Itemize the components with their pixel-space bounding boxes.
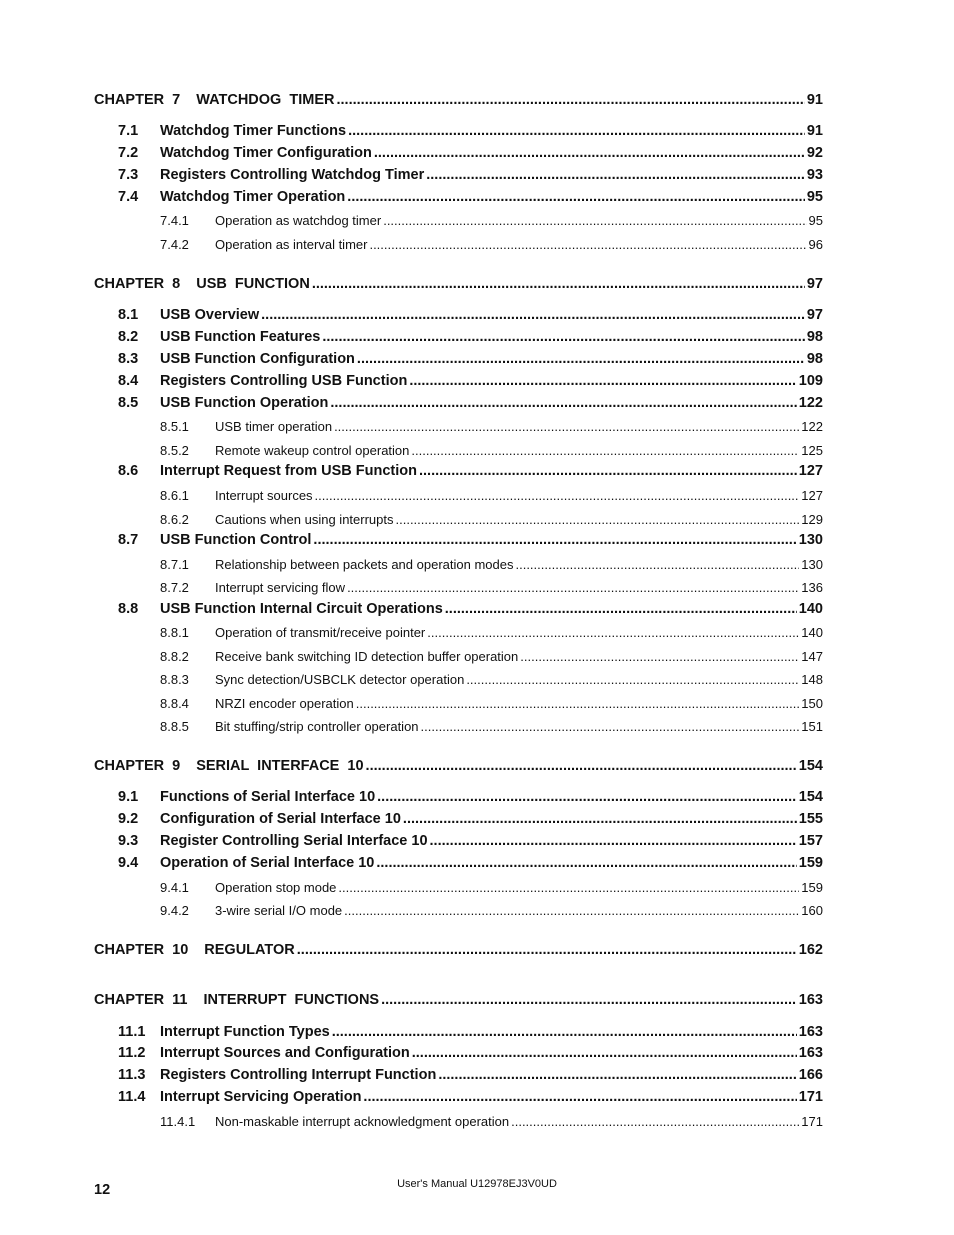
toc-entry-page: 97 — [806, 276, 823, 292]
toc-leader-dots — [313, 532, 796, 548]
toc-leader-dots — [419, 463, 797, 479]
toc-entry-number: 8.8.4 — [160, 696, 189, 711]
toc-sub-entry[interactable] — [0, 672, 954, 692]
toc-sub-entry[interactable] — [0, 696, 954, 716]
toc-entry-number: CHAPTER 9 — [94, 758, 181, 774]
toc-sub-entry[interactable] — [0, 719, 954, 739]
toc-section-entry[interactable] — [0, 329, 954, 349]
toc-entry-page: 96 — [808, 237, 823, 252]
toc-entry-title: USB timer operation — [215, 419, 333, 434]
toc-section-entry[interactable] — [0, 811, 954, 831]
toc-entry-page: 163 — [798, 992, 823, 1008]
toc-entry-page: 95 — [808, 213, 823, 228]
toc-leader-dots — [520, 649, 799, 664]
toc-entry-page: 151 — [801, 719, 823, 734]
toc-entry-page: 159 — [801, 880, 823, 895]
toc-entry-page: 130 — [801, 557, 823, 572]
toc-entry-number: 9.3 — [118, 833, 139, 849]
toc-entry-title: Sync detection/USBCLK detector operation — [215, 672, 465, 687]
toc-entry-number: 9.4.2 — [160, 903, 189, 918]
toc-entry-title: REGULATOR — [204, 942, 295, 958]
toc-entry-title: USB Function Features — [160, 329, 321, 345]
toc-entry-page: 125 — [801, 443, 823, 458]
toc-entry-title: Operation as interval timer — [215, 237, 368, 252]
toc-sub-entry[interactable] — [0, 557, 954, 577]
toc-sub-entry[interactable] — [0, 880, 954, 900]
toc-leader-dots — [383, 213, 806, 228]
toc-leader-dots — [347, 189, 805, 205]
toc-leader-dots — [315, 488, 800, 503]
toc-sub-entry[interactable] — [0, 488, 954, 508]
toc-entry-number: 11.1 — [118, 1024, 146, 1040]
toc-entry-number: 8.5.2 — [160, 443, 189, 458]
toc-sub-entry[interactable] — [0, 580, 954, 600]
toc-leader-dots — [357, 351, 805, 367]
toc-entry-title: Register Controlling Serial Interface 10 — [160, 833, 428, 849]
toc-entry-number: 8.3 — [118, 351, 139, 367]
toc-entry-title: WATCHDOG TIMER — [196, 92, 335, 108]
toc-entry-page: 148 — [801, 672, 823, 687]
toc-entry-page: 98 — [806, 351, 823, 367]
toc-leader-dots — [409, 373, 796, 389]
toc-leader-dots — [347, 580, 799, 595]
toc-entry-number: 8.8.2 — [160, 649, 189, 664]
toc-entry-title: Watchdog Timer Operation — [160, 189, 346, 205]
toc-section-entry[interactable] — [0, 789, 954, 809]
toc-entry-page: 166 — [798, 1067, 823, 1083]
toc-entry-title: USB Overview — [160, 307, 260, 323]
toc-entry-page: 160 — [801, 903, 823, 918]
toc-leader-dots — [348, 123, 805, 139]
toc-section-entry[interactable] — [0, 395, 954, 415]
toc-entry-title: Interrupt servicing flow — [215, 580, 346, 595]
toc-section-entry[interactable] — [0, 833, 954, 853]
toc-leader-dots — [403, 811, 797, 827]
toc-leader-dots — [297, 942, 797, 958]
toc-entry-page: 154 — [798, 758, 823, 774]
toc-entry-title: Operation of transmit/receive pointer — [215, 625, 426, 640]
toc-entry-title: INTERRUPT FUNCTIONS — [203, 992, 380, 1008]
toc-entry-page: 95 — [806, 189, 823, 205]
page-number: 12 — [94, 1182, 111, 1198]
toc-leader-dots — [377, 789, 797, 805]
toc-entry-title: Registers Controlling Watchdog Timer — [160, 167, 425, 183]
toc-entry-number: 8.6.2 — [160, 512, 189, 527]
toc-entry-number: CHAPTER 11 — [94, 992, 188, 1008]
toc-entry-page: 159 — [798, 855, 823, 871]
toc-entry-page: 140 — [801, 625, 823, 640]
toc-sub-entry[interactable] — [0, 625, 954, 645]
toc-entry-number: 8.5 — [118, 395, 139, 411]
toc-leader-dots — [396, 512, 800, 527]
toc-entry-title: Remote wakeup control operation — [215, 443, 410, 458]
toc-section-entry[interactable] — [0, 1067, 954, 1087]
toc-entry-page: 129 — [801, 512, 823, 527]
toc-leader-dots — [366, 758, 797, 774]
toc-section-entry[interactable] — [0, 145, 954, 165]
toc-entry-number: 7.4.2 — [160, 237, 189, 252]
toc-entry-title: Operation of Serial Interface 10 — [160, 855, 375, 871]
toc-leader-dots — [312, 276, 805, 292]
toc-section-entry[interactable] — [0, 167, 954, 187]
toc-entry-page: 171 — [801, 1114, 823, 1129]
toc-entry-number: 7.4.1 — [160, 213, 189, 228]
toc-entry-number: 7.4 — [118, 189, 139, 205]
toc-section-entry[interactable] — [0, 351, 954, 371]
toc-entry-title: USB Function Internal Circuit Operations — [160, 601, 443, 617]
toc-entry-number: 8.6 — [118, 463, 139, 479]
toc-chapter-entry[interactable] — [0, 942, 954, 962]
toc-entry-page: 92 — [806, 145, 823, 161]
toc-leader-dots — [344, 903, 799, 918]
toc-sub-entry[interactable] — [0, 213, 954, 233]
toc-section-entry[interactable] — [0, 307, 954, 327]
toc-entry-number: 8.8.1 — [160, 625, 189, 640]
toc-entry-page: 122 — [801, 419, 823, 434]
toc-entry-page: 109 — [798, 373, 823, 389]
toc-section-entry[interactable] — [0, 532, 954, 552]
toc-entry-number: 9.1 — [118, 789, 139, 805]
toc-entry-title: USB FUNCTION — [196, 276, 310, 292]
toc-entry-title: 3-wire serial I/O mode — [215, 903, 343, 918]
toc-entry-page: 154 — [798, 789, 823, 805]
toc-entry-title: Functions of Serial Interface 10 — [160, 789, 376, 805]
toc-chapter-entry[interactable] — [0, 758, 954, 778]
toc-entry-number: 8.7 — [118, 532, 139, 548]
toc-entry-title: Non-maskable interrupt acknowledgment operation — [215, 1114, 510, 1129]
toc-sub-entry[interactable] — [0, 443, 954, 463]
toc-leader-dots — [330, 395, 796, 411]
toc-leader-dots — [338, 880, 799, 895]
toc-entry-page: 140 — [798, 601, 823, 617]
toc-entry-number: 8.5.1 — [160, 419, 189, 434]
toc-sub-entry[interactable] — [0, 237, 954, 257]
toc-entry-number: 8.2 — [118, 329, 139, 345]
toc-entry-page: 163 — [798, 1024, 823, 1040]
toc-entry-number: 9.2 — [118, 811, 139, 827]
toc-leader-dots — [363, 1089, 796, 1105]
toc-sub-entry[interactable] — [0, 419, 954, 439]
footer-manual-id: User's Manual U12978EJ3V0UD — [397, 1178, 557, 1190]
toc-leader-dots — [466, 672, 799, 687]
toc-entry-title: Operation as watchdog timer — [215, 213, 382, 228]
toc-entry-title: Interrupt Request from USB Function — [160, 463, 417, 479]
toc-sub-entry[interactable] — [0, 512, 954, 532]
toc-entry-title: Watchdog Timer Functions — [160, 123, 347, 139]
toc-leader-dots — [261, 307, 805, 323]
toc-entry-title: Cautions when using interrupts — [215, 512, 394, 527]
toc-section-entry[interactable] — [0, 373, 954, 393]
toc-entry-title: Interrupt Servicing Operation — [160, 1089, 362, 1105]
toc-entry-title: SERIAL INTERFACE 10 — [196, 758, 364, 774]
toc-leader-dots — [426, 167, 805, 183]
toc-sub-entry[interactable] — [0, 649, 954, 669]
toc-chapter-entry[interactable] — [0, 276, 954, 296]
toc-leader-dots — [381, 992, 797, 1008]
toc-leader-dots — [427, 625, 799, 640]
toc-entry-number: 7.2 — [118, 145, 139, 161]
toc-entry-title: Receive bank switching ID detection buffer operation — [215, 649, 519, 664]
toc-chapter-entry[interactable] — [0, 992, 954, 1012]
toc-entry-number: 8.8.3 — [160, 672, 189, 687]
toc-entry-page: 150 — [801, 696, 823, 711]
toc-entry-page: 171 — [798, 1089, 823, 1105]
toc-entry-title: Watchdog Timer Configuration — [160, 145, 372, 161]
toc-leader-dots — [412, 1045, 797, 1061]
toc-entry-number: 8.8 — [118, 601, 139, 617]
toc-entry-page: 163 — [798, 1045, 823, 1061]
toc-section-entry[interactable] — [0, 189, 954, 209]
toc-leader-dots — [430, 833, 797, 849]
toc-entry-number: 11.2 — [118, 1045, 146, 1061]
toc-entry-number: 8.6.1 — [160, 488, 189, 503]
toc-sub-entry[interactable] — [0, 1114, 954, 1134]
toc-entry-number: 7.1 — [118, 123, 139, 139]
toc-entry-page: 155 — [798, 811, 823, 827]
toc-entry-title: Configuration of Serial Interface 10 — [160, 811, 401, 827]
toc-entry-number: 9.4.1 — [160, 880, 189, 895]
toc-entry-page: 157 — [798, 833, 823, 849]
toc-entry-title: Interrupt Sources and Configuration — [160, 1045, 410, 1061]
toc-entry-page: 136 — [801, 580, 823, 595]
toc-entry-title: Registers Controlling USB Function — [160, 373, 408, 389]
toc-entry-page: 130 — [798, 532, 823, 548]
toc-section-entry[interactable] — [0, 1089, 954, 1109]
toc-leader-dots — [438, 1067, 796, 1083]
toc-entry-page: 127 — [801, 488, 823, 503]
toc-entry-page: 91 — [806, 92, 823, 108]
toc-leader-dots — [334, 419, 799, 434]
toc-leader-dots — [411, 443, 799, 458]
toc-entry-page: 91 — [806, 123, 823, 139]
toc-leader-dots — [374, 145, 805, 161]
toc-entry-number: 8.4 — [118, 373, 139, 389]
toc-entry-number: CHAPTER 7 — [94, 92, 181, 108]
toc-entry-number: CHAPTER 10 — [94, 942, 189, 958]
toc-entry-title: USB Function Configuration — [160, 351, 355, 367]
toc-leader-dots — [356, 696, 800, 711]
toc-section-entry[interactable] — [0, 1024, 954, 1044]
toc-entry-number: 8.7.2 — [160, 580, 189, 595]
toc-entry-number: 8.8.5 — [160, 719, 189, 734]
toc-section-entry[interactable] — [0, 123, 954, 143]
toc-entry-title: Interrupt Function Types — [160, 1024, 330, 1040]
toc-entry-title: NRZI encoder operation — [215, 696, 354, 711]
toc-entry-title: USB Function Control — [160, 532, 312, 548]
toc-section-entry[interactable] — [0, 463, 954, 483]
toc-entry-title: Operation stop mode — [215, 880, 337, 895]
toc-leader-dots — [376, 855, 796, 871]
toc-section-entry[interactable] — [0, 601, 954, 621]
toc-leader-dots — [369, 237, 806, 252]
toc-entry-number: 11.4.1 — [160, 1114, 196, 1129]
toc-leader-dots — [337, 92, 805, 108]
toc-entry-page: 122 — [798, 395, 823, 411]
toc-entry-number: 8.7.1 — [160, 557, 189, 572]
toc-leader-dots — [421, 719, 800, 734]
toc-leader-dots — [322, 329, 805, 345]
toc-entry-page: 98 — [806, 329, 823, 345]
toc-entry-number: 11.4 — [118, 1089, 146, 1105]
toc-entry-page: 93 — [806, 167, 823, 183]
toc-entry-page: 162 — [798, 942, 823, 958]
toc-section-entry[interactable] — [0, 855, 954, 875]
toc-entry-page: 127 — [798, 463, 823, 479]
toc-entry-number: 11.3 — [118, 1067, 146, 1083]
toc-entry-number: 9.4 — [118, 855, 139, 871]
toc-entry-number: CHAPTER 8 — [94, 276, 181, 292]
toc-entry-page: 97 — [806, 307, 823, 323]
toc-leader-dots — [445, 601, 797, 617]
toc-leader-dots — [515, 557, 799, 572]
toc-section-entry[interactable] — [0, 1045, 954, 1065]
toc-entry-title: Relationship between packets and operation modes — [215, 557, 514, 572]
toc-entry-title: Bit stuffing/strip controller operation — [215, 719, 419, 734]
toc-entry-title: USB Function Operation — [160, 395, 329, 411]
toc-entry-number: 8.1 — [118, 307, 139, 323]
toc-chapter-entry[interactable] — [0, 92, 954, 112]
toc-entry-title: Registers Controlling Interrupt Function — [160, 1067, 437, 1083]
toc-leader-dots — [332, 1024, 797, 1040]
toc-sub-entry[interactable] — [0, 903, 954, 923]
toc-leader-dots — [511, 1114, 799, 1129]
toc-entry-number: 7.3 — [118, 167, 139, 183]
toc-entry-page: 147 — [801, 649, 823, 664]
toc-entry-title: Interrupt sources — [215, 488, 313, 503]
